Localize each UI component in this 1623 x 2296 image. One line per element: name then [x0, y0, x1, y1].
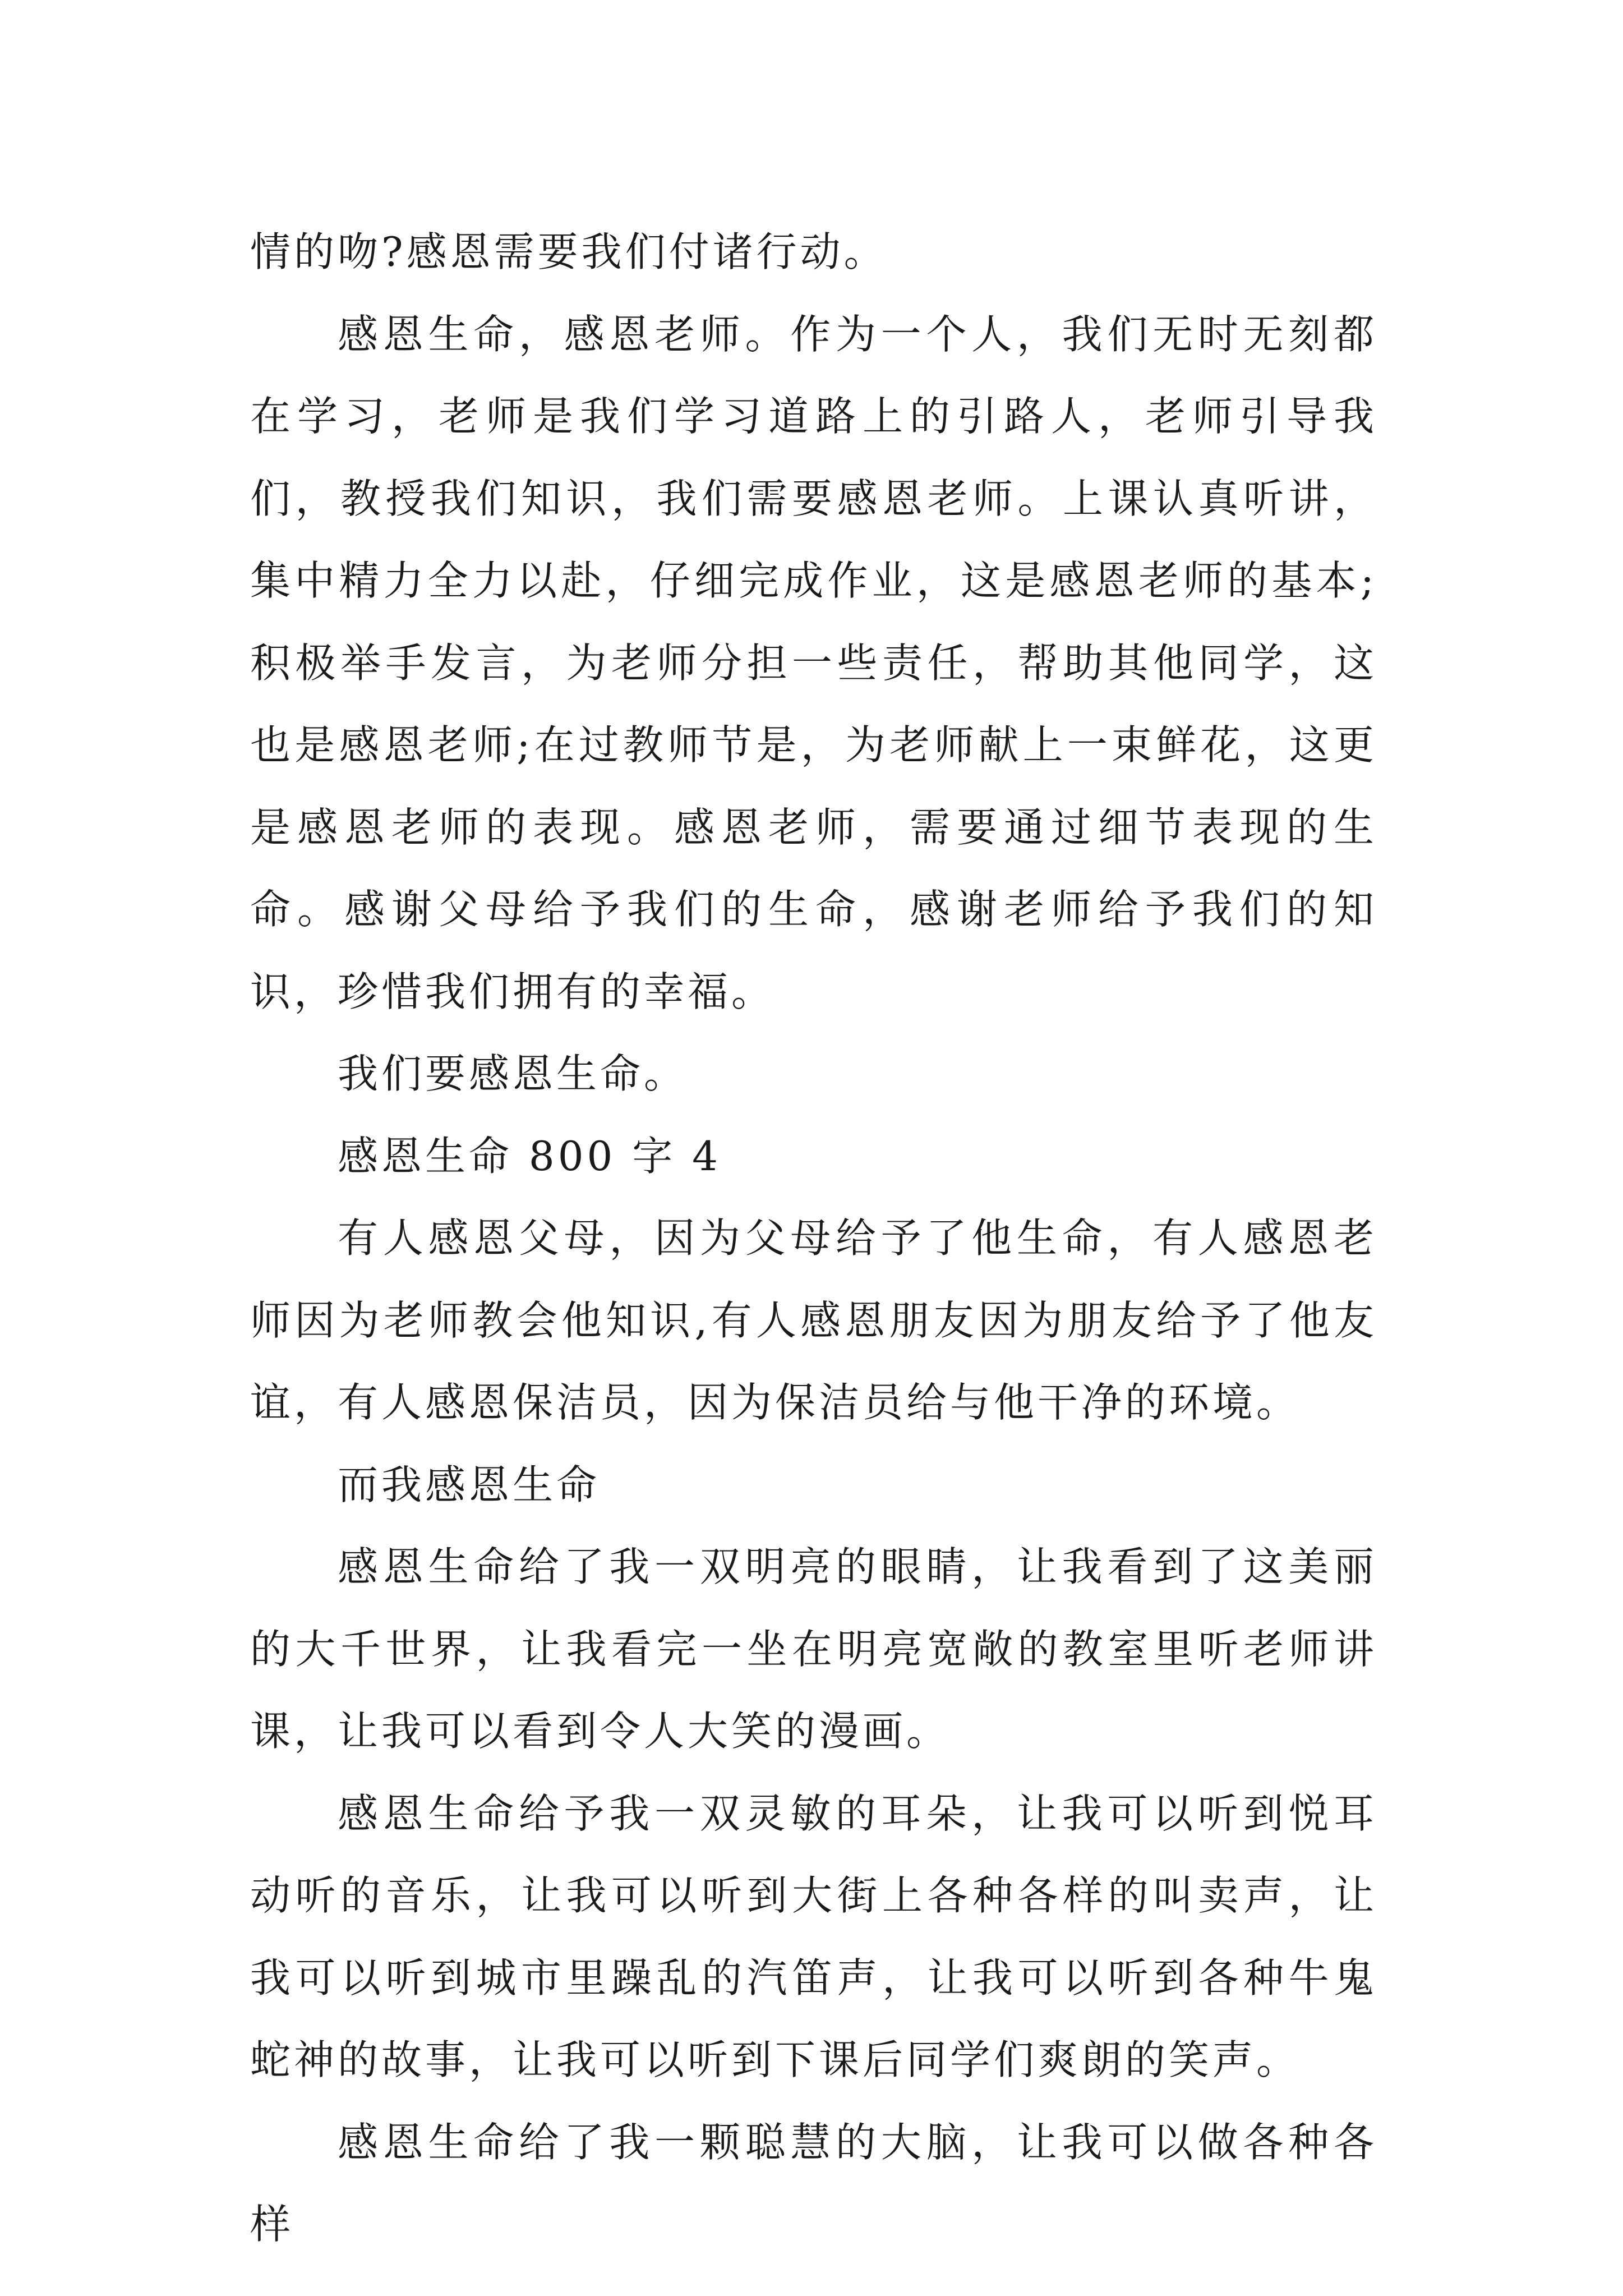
- paragraph: 感恩生命给了我一双明亮的眼睛，让我看到了这美丽的大千世界，让我看完一坐在明亮宽敞的教室里听老师讲课，让我可以看到令人大笑的漫画。: [250, 1543, 1377, 1755]
- section-heading: 感恩生命 800 字 4: [338, 1132, 721, 1180]
- paragraph: 感恩生命给了我一颗聪慧的大脑，让我可以做各种各样: [250, 2118, 1377, 2248]
- paragraph: 感恩生命，感恩老师。作为一个人，我们无时无刻都在学习，老师是我们学习道路上的引路人，老师引导我们，教授我们知识，我们需要感恩老师。上课认真听讲，集中精力全力以赴，仔细完成作业，这是感恩老师的基本;积极举手发言，为老师分担一些责任，帮助其他同学，这也是感恩老师;在过教师节是，为老师献上一束鲜花，这更是感恩老师的表现。感恩老师，需要通过细节表现的生命。感谢父母给予我们的生命，感谢老师给予我们的知识，珍惜我们拥有的幸福。: [250, 310, 1377, 1015]
- paragraph: 有人感恩父母，因为父母给予了他生命，有人感恩老师因为老师教会他知识,有人感恩朋友因为朋友给予了他友谊，有人感恩保洁员，因为保洁员给与他干净的环境。: [250, 1214, 1377, 1426]
- document-body: [250, 211, 1377, 2266]
- paragraph: 而我感恩生命: [338, 1461, 601, 1508]
- paragraph: 感恩生命给予我一双灵敏的耳朵，让我可以听到悦耳动听的音乐，让我可以听到大街上各种各样的叫卖声，让我可以听到城市里躁乱的汽笛声，让我可以听到各种牛鬼蛇神的故事，让我可以听到下课后同学们爽朗的笑声。: [250, 1789, 1377, 2083]
- paragraph: 情的吻?感恩需要我们付诸行动。: [250, 228, 888, 275]
- paragraph: 我们要感恩生命。: [338, 1050, 688, 1097]
